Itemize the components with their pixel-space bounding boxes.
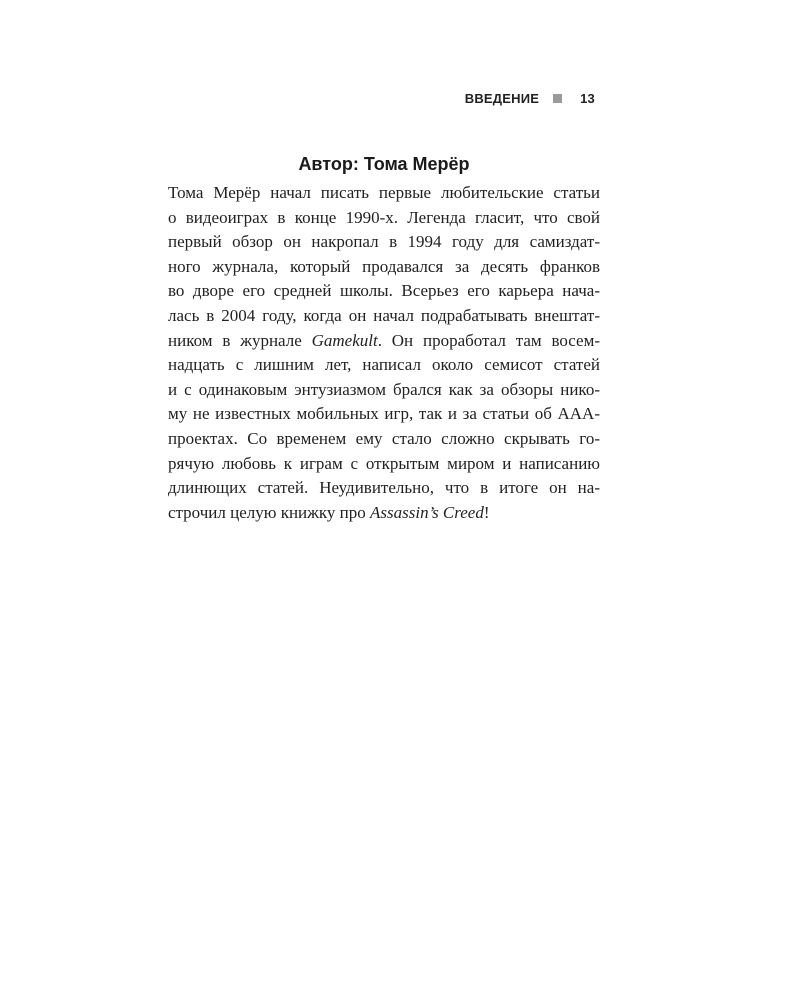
paragraph-line: ного журнала, который продавался за десять франков xyxy=(168,256,600,276)
section-title: Автор: Тома Мерёр xyxy=(298,154,470,174)
section-name: ВВЕДЕНИЕ xyxy=(464,91,540,106)
paragraph-line: длинющих статей. Неудивительно, что в итоге он на- xyxy=(168,478,600,498)
paragraph-line: рячую любовь к играм с открытым миром и написанию xyxy=(168,453,600,473)
body-paragraph xyxy=(168,181,600,525)
paragraph-line xyxy=(168,501,600,526)
paragraph-line xyxy=(168,329,600,354)
paragraph-line: Тома Мерёр начал писать первые любительские статьи xyxy=(168,183,600,202)
running-header xyxy=(465,91,595,106)
line-text: ником в журнале xyxy=(168,330,312,350)
paragraph-line: и с одинаковым энтузиазмом брался как за обзоры нико- xyxy=(168,379,600,399)
magazine-title: Gamekult xyxy=(311,330,378,350)
separator-square-icon xyxy=(553,94,562,103)
paragraph-line: му не известных мобильных игр, так и за статьи об ААА- xyxy=(168,404,600,424)
paragraph-line: первый обзор он накропал в 1994 году для самиздат- xyxy=(168,232,600,252)
page-number: 13 xyxy=(580,91,595,106)
game-title: Assassin’s Creed xyxy=(370,502,484,522)
paragraph-line: во дворе его средней школы. Всерьез его карьера нача- xyxy=(168,281,600,301)
line-text: строчил целую книжку про xyxy=(168,502,371,522)
line-text: . Он проработал там восем- xyxy=(377,330,601,350)
line-text: ! xyxy=(483,502,490,522)
paragraph-line: лась в 2004 году, когда он начал подрабатывать внештат- xyxy=(168,305,600,325)
paragraph-line: надцать с лишним лет, написал около семисот статей xyxy=(168,355,600,375)
paragraph-line: проектах. Со временем ему стало сложно скрывать го- xyxy=(168,428,600,448)
paragraph-line: о видеоиграх в конце 1990-х. Легенда гласит, что свой xyxy=(168,207,600,227)
